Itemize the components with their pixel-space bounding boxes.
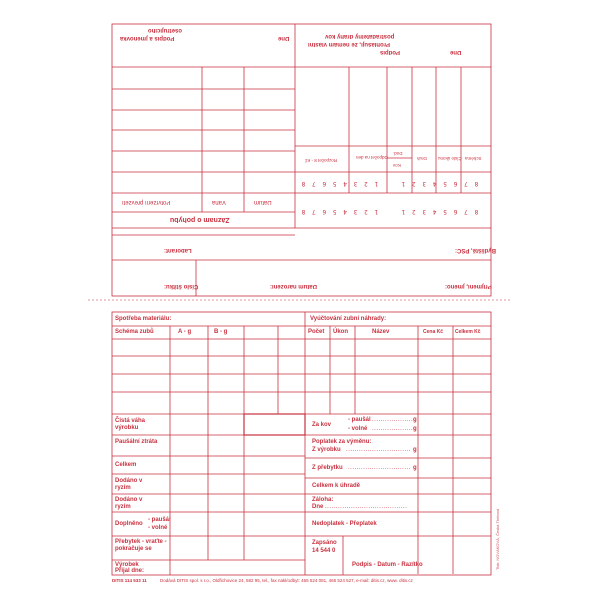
- delivered1-label: Dodáno v ryzím: [115, 478, 143, 491]
- digits-row2-a: 1 2 3 4 5 6 7 8: [300, 208, 379, 215]
- b-label: B - g: [214, 329, 228, 335]
- lab-label: Laborant:: [164, 247, 192, 253]
- col-dod: Dod.: [393, 151, 403, 156]
- footer-publisher: Dodává DITIS spol. s r.o., Oldřichovice 24, 582 95, tel., fax nakl/odbyt: 465 524 081, 465 524 527, e-mail: ditis.cz, www. ditis.cz: [160, 578, 413, 583]
- recorded-label: Zapsáno: [312, 540, 337, 546]
- surcharge-flat: - paušál: [148, 517, 171, 523]
- to-pay-label: Celkem k úhradě: [312, 483, 361, 489]
- signature-label: Podpis - Datum - Razítko: [352, 562, 423, 568]
- label-no-label: Číslo štítku:: [164, 283, 199, 289]
- surplus-label: Přebytek - vraťte - pokračuje se: [115, 539, 167, 552]
- digits-row2-b: 8 7 6 5 4 3 2 1: [400, 208, 479, 215]
- declaration-line1: Prohlašuji, že nemám vlastní: [308, 41, 391, 47]
- sign-line1: Podpis a jmenovka: [120, 35, 175, 41]
- col-act: Úkon: [333, 329, 348, 335]
- metal-unit-2: g: [413, 426, 417, 432]
- metal-flat-dots: ...................: [372, 417, 414, 423]
- metal-flat: - paušál: [348, 417, 371, 423]
- surcharge-label: Doplněno: [115, 521, 143, 527]
- total-label: Celkem: [115, 462, 137, 468]
- col-count: Počet: [308, 329, 325, 335]
- surplus-right-unit: g: [413, 465, 417, 471]
- declaration-date: Dne: [450, 49, 462, 55]
- received-label: Přijal dne:: [115, 568, 145, 574]
- recorded-number: 14 544 0: [312, 548, 336, 554]
- col-odpocet: Odpočet na den: [356, 155, 389, 160]
- col-date: Datum: [254, 199, 272, 205]
- col-total: Celkem Kč: [455, 329, 481, 335]
- footer-side-note: Tisk: NOVÁKOVÁ, Česká Třebová: [495, 508, 500, 570]
- col-weight: Váha: [212, 199, 227, 205]
- material-header: Spotřeba materiálu:: [115, 316, 172, 322]
- clean-weight-label: Čistá váha výrobku: [115, 418, 146, 431]
- scheme-label: Schéma zubů: [115, 329, 154, 335]
- footer-code: DITIS 114 533 11: [112, 578, 147, 583]
- top-form-border: [112, 24, 491, 296]
- fee-unit: g: [413, 447, 417, 453]
- metal-label: Za kov: [312, 422, 332, 428]
- a-label: A - g: [178, 329, 192, 335]
- col-cislo: Číslo úkonu: [438, 156, 462, 161]
- metal-free-dots: ...................: [372, 426, 414, 432]
- surcharge-free: - volné: [148, 525, 168, 531]
- metal-free: - volné: [348, 426, 368, 432]
- product-label: Výrobek: [115, 562, 139, 568]
- balance-label: Nedoplatek - Přeplatek: [312, 521, 377, 527]
- address-label: Bydliště, PSČ:: [455, 247, 497, 253]
- deposit-label: Záloha:: [312, 497, 334, 503]
- loss-label: Paušální ztráta: [115, 439, 158, 445]
- surplus-right-label: Z přebytku: [312, 465, 343, 471]
- col-price: Cena Kč: [423, 329, 444, 335]
- bottom-form-border: [112, 312, 491, 575]
- col-confirm: Potvrzení převzetí: [122, 199, 171, 205]
- delivered2-label: Dodáno v ryzím: [115, 497, 143, 510]
- digits-row1-a: 1 2 3 4 5 6 7 8: [300, 180, 379, 187]
- fee-line2: Z výrobku: [312, 447, 341, 453]
- deposit-dots: ......................................: [325, 504, 408, 510]
- movement-record-title: Záznam o pohybu: [170, 216, 230, 223]
- deposit-date: Dne: [312, 504, 324, 510]
- col-kov: Kov: [393, 163, 401, 168]
- sign-date: Dne: [278, 35, 290, 41]
- declaration-sign: Podpis: [380, 49, 401, 55]
- col-name: Název: [372, 329, 390, 335]
- col-rozpocet: Rozpočet 8 - Kč: [305, 158, 338, 163]
- declaration-line2: postradatelný drahý kov: [325, 33, 395, 39]
- fee-line1: Poplatek za výměnu:: [312, 439, 372, 445]
- birth-label: Datum narození:: [270, 283, 318, 289]
- name-label: Příjmení, jméno:: [445, 283, 492, 289]
- digits-row1-b: 8 7 6 5 4 3 2 1: [400, 180, 479, 187]
- fee-dots: ..............................: [346, 447, 412, 453]
- col-schema: Schéma: [465, 156, 482, 161]
- metal-unit-1: g: [413, 417, 417, 423]
- billing-header: Vyúčtování zubní náhrady:: [310, 316, 387, 322]
- sign-line2: ošetřujícího: [148, 27, 183, 33]
- surplus-right-dots: .............................: [348, 465, 411, 471]
- col-druh: Druh: [417, 156, 427, 161]
